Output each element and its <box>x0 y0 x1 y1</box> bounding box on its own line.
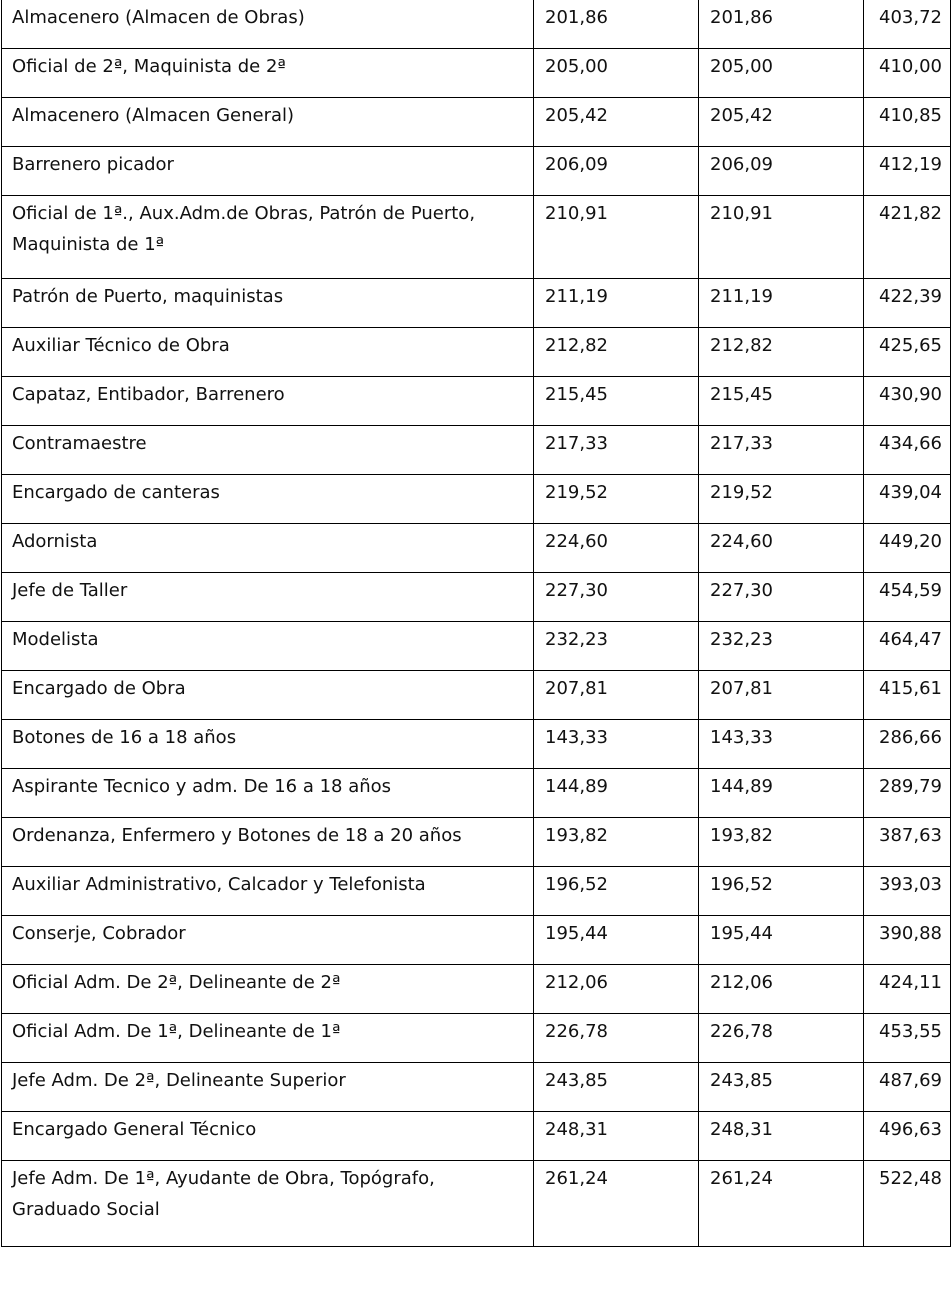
category-cell: Almacenero (Almacen de Obras) <box>2 0 534 49</box>
value-2-cell: 205,00 <box>699 49 864 98</box>
category-cell: Contramaestre <box>2 426 534 475</box>
value-2-cell: 261,24 <box>699 1161 864 1247</box>
table-row <box>2 279 951 328</box>
table-row <box>2 965 951 1014</box>
category-cell: Oficial de 1ª., Aux.Adm.de Obras, Patrón de Puerto, Maquinista de 1ª <box>2 196 534 279</box>
value-1-cell: 261,24 <box>534 1161 699 1247</box>
table-row <box>2 916 951 965</box>
value-1-cell: 219,52 <box>534 475 699 524</box>
category-cell: Aspirante Tecnico y adm. De 16 a 18 años <box>2 769 534 818</box>
category-cell: Barrenero picador <box>2 147 534 196</box>
total-cell: 421,82 <box>864 196 951 279</box>
value-1-cell: 143,33 <box>534 720 699 769</box>
table-row <box>2 818 951 867</box>
total-cell: 464,47 <box>864 622 951 671</box>
value-2-cell: 210,91 <box>699 196 864 279</box>
total-cell: 410,85 <box>864 98 951 147</box>
total-cell: 453,55 <box>864 1014 951 1063</box>
total-cell: 425,65 <box>864 328 951 377</box>
table-row <box>2 98 951 147</box>
value-2-cell: 212,06 <box>699 965 864 1014</box>
value-2-cell: 243,85 <box>699 1063 864 1112</box>
value-1-cell: 226,78 <box>534 1014 699 1063</box>
table-row <box>2 328 951 377</box>
table-row <box>2 196 951 279</box>
table-row <box>2 1014 951 1063</box>
category-cell: Encargado General Técnico <box>2 1112 534 1161</box>
table-row <box>2 769 951 818</box>
total-cell: 387,63 <box>864 818 951 867</box>
category-cell: Oficial de 2ª, Maquinista de 2ª <box>2 49 534 98</box>
total-cell: 434,66 <box>864 426 951 475</box>
total-cell: 289,79 <box>864 769 951 818</box>
category-cell: Oficial Adm. De 1ª, Delineante de 1ª <box>2 1014 534 1063</box>
table-row <box>2 0 951 49</box>
value-2-cell: 217,33 <box>699 426 864 475</box>
total-cell: 487,69 <box>864 1063 951 1112</box>
category-cell: Modelista <box>2 622 534 671</box>
category-cell: Capataz, Entibador, Barrenero <box>2 377 534 426</box>
value-1-cell: 212,82 <box>534 328 699 377</box>
value-1-cell: 212,06 <box>534 965 699 1014</box>
table-row <box>2 49 951 98</box>
total-cell: 496,63 <box>864 1112 951 1161</box>
table-row <box>2 426 951 475</box>
value-2-cell: 206,09 <box>699 147 864 196</box>
total-cell: 430,90 <box>864 377 951 426</box>
value-1-cell: 205,42 <box>534 98 699 147</box>
value-2-cell: 201,86 <box>699 0 864 49</box>
value-2-cell: 227,30 <box>699 573 864 622</box>
category-cell: Auxiliar Administrativo, Calcador y Telefonista <box>2 867 534 916</box>
value-1-cell: 206,09 <box>534 147 699 196</box>
value-2-cell: 248,31 <box>699 1112 864 1161</box>
category-cell: Jefe Adm. De 2ª, Delineante Superior <box>2 1063 534 1112</box>
table-row <box>2 573 951 622</box>
table-row <box>2 720 951 769</box>
category-cell: Adornista <box>2 524 534 573</box>
salary-table <box>1 0 951 1247</box>
value-2-cell: 143,33 <box>699 720 864 769</box>
category-cell: Jefe Adm. De 1ª, Ayudante de Obra, Topógrafo, Graduado Social <box>2 1161 534 1247</box>
category-cell: Conserje, Cobrador <box>2 916 534 965</box>
value-1-cell: 195,44 <box>534 916 699 965</box>
value-1-cell: 207,81 <box>534 671 699 720</box>
value-1-cell: 224,60 <box>534 524 699 573</box>
total-cell: 439,04 <box>864 475 951 524</box>
value-2-cell: 219,52 <box>699 475 864 524</box>
table-row <box>2 867 951 916</box>
total-cell: 522,48 <box>864 1161 951 1247</box>
total-cell: 422,39 <box>864 279 951 328</box>
total-cell: 403,72 <box>864 0 951 49</box>
value-1-cell: 144,89 <box>534 769 699 818</box>
value-1-cell: 205,00 <box>534 49 699 98</box>
value-1-cell: 243,85 <box>534 1063 699 1112</box>
category-cell: Botones de 16 a 18 años <box>2 720 534 769</box>
table-row <box>2 1063 951 1112</box>
category-cell: Almacenero (Almacen General) <box>2 98 534 147</box>
value-1-cell: 201,86 <box>534 0 699 49</box>
salary-table-body <box>2 0 951 1247</box>
total-cell: 424,11 <box>864 965 951 1014</box>
total-cell: 412,19 <box>864 147 951 196</box>
total-cell: 410,00 <box>864 49 951 98</box>
category-cell: Ordenanza, Enfermero y Botones de 18 a 20 años <box>2 818 534 867</box>
category-cell: Oficial Adm. De 2ª, Delineante de 2ª <box>2 965 534 1014</box>
value-2-cell: 193,82 <box>699 818 864 867</box>
value-1-cell: 196,52 <box>534 867 699 916</box>
category-cell: Encargado de Obra <box>2 671 534 720</box>
category-cell: Patrón de Puerto, maquinistas <box>2 279 534 328</box>
value-2-cell: 144,89 <box>699 769 864 818</box>
total-cell: 390,88 <box>864 916 951 965</box>
total-cell: 449,20 <box>864 524 951 573</box>
value-1-cell: 215,45 <box>534 377 699 426</box>
value-2-cell: 224,60 <box>699 524 864 573</box>
value-1-cell: 210,91 <box>534 196 699 279</box>
value-1-cell: 211,19 <box>534 279 699 328</box>
value-2-cell: 212,82 <box>699 328 864 377</box>
value-2-cell: 205,42 <box>699 98 864 147</box>
total-cell: 393,03 <box>864 867 951 916</box>
value-2-cell: 195,44 <box>699 916 864 965</box>
value-2-cell: 196,52 <box>699 867 864 916</box>
table-row <box>2 377 951 426</box>
category-cell: Auxiliar Técnico de Obra <box>2 328 534 377</box>
table-row <box>2 1161 951 1247</box>
value-2-cell: 215,45 <box>699 377 864 426</box>
value-1-cell: 232,23 <box>534 622 699 671</box>
value-1-cell: 217,33 <box>534 426 699 475</box>
total-cell: 286,66 <box>864 720 951 769</box>
value-2-cell: 207,81 <box>699 671 864 720</box>
category-cell: Encargado de canteras <box>2 475 534 524</box>
value-1-cell: 248,31 <box>534 1112 699 1161</box>
table-row <box>2 147 951 196</box>
value-1-cell: 227,30 <box>534 573 699 622</box>
category-cell: Jefe de Taller <box>2 573 534 622</box>
value-2-cell: 232,23 <box>699 622 864 671</box>
total-cell: 454,59 <box>864 573 951 622</box>
table-row <box>2 1112 951 1161</box>
table-row <box>2 524 951 573</box>
value-2-cell: 211,19 <box>699 279 864 328</box>
table-row <box>2 622 951 671</box>
value-1-cell: 193,82 <box>534 818 699 867</box>
table-row <box>2 475 951 524</box>
total-cell: 415,61 <box>864 671 951 720</box>
value-2-cell: 226,78 <box>699 1014 864 1063</box>
table-row <box>2 671 951 720</box>
